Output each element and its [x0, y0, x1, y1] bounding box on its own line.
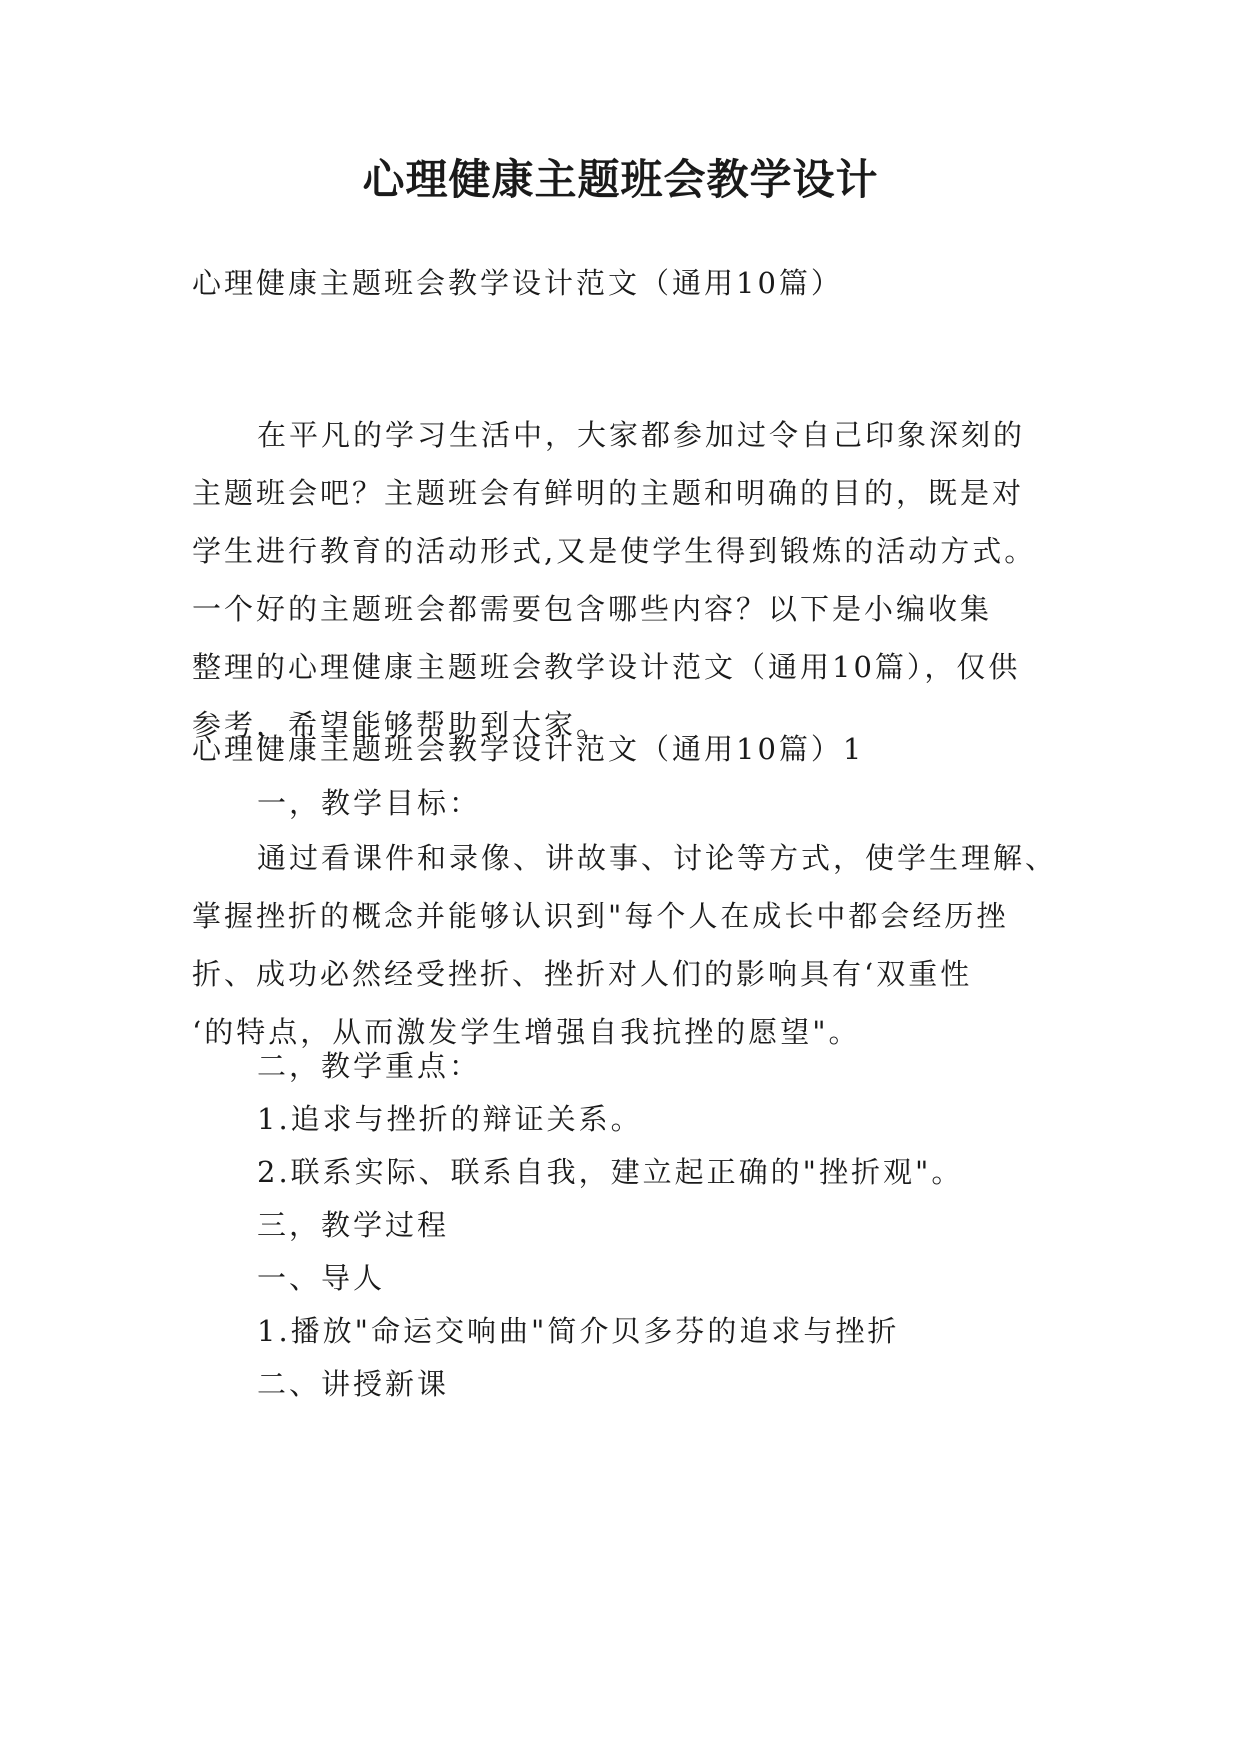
process-heading: 三，教学过程 — [257, 1208, 450, 1242]
key-point: 1.追求与挫折的辩证关系。 — [257, 1102, 643, 1136]
goal-heading: 一，教学目标： — [257, 786, 482, 820]
goal-line: 通过看课件和录像、讲故事、讨论等方式，使学生理解、 — [257, 841, 1058, 875]
goal-line: 掌握挫折的概念并能够认识到"每个人在成长中都会经历挫 — [192, 899, 1009, 933]
key-point: 2.联系实际、联系自我，建立起正确的"挫折观"。 — [257, 1155, 964, 1189]
intro-line: 在平凡的学习生活中，大家都参加过令自己印象深刻的 — [257, 418, 1026, 452]
step-heading: 二、讲授新课 — [257, 1367, 450, 1401]
intro-paragraph — [192, 406, 1052, 754]
intro-line: 主题班会吧？主题班会有鲜明的主题和明确的目的，既是对 — [192, 476, 1025, 510]
intro-line: 学生进行教育的活动形式,又是使学生得到锻炼的活动方式。 — [192, 534, 1037, 568]
step-item: 1.播放"命运交响曲"简介贝多芬的追求与挫折 — [257, 1314, 900, 1348]
goal-line: 折、成功必然经受挫折、挫折对人们的影响具有‘双重性 — [192, 957, 973, 991]
step-heading: 一、导人 — [257, 1261, 386, 1295]
intro-line: 一个好的主题班会都需要包含哪些内容？以下是小编收集 — [192, 592, 993, 626]
goal-line: ‘的特点，从而激发学生增强自我抗挫的愿望"。 — [192, 1015, 861, 1049]
document-title: 心理健康主题班会教学设计 — [362, 155, 879, 204]
intro-line: 参考，希望能够帮助到大家。 — [192, 708, 609, 742]
section-heading: 心理健康主题班会教学设计范文（通用10篇）1 — [192, 732, 865, 766]
goal-paragraph — [192, 829, 1058, 1061]
key-heading: 二，教学重点： — [257, 1049, 482, 1083]
document-subtitle: 心理健康主题班会教学设计范文（通用10篇） — [192, 266, 843, 300]
intro-line: 整理的心理健康主题班会教学设计范文（通用10篇），仅供 — [192, 650, 1021, 684]
